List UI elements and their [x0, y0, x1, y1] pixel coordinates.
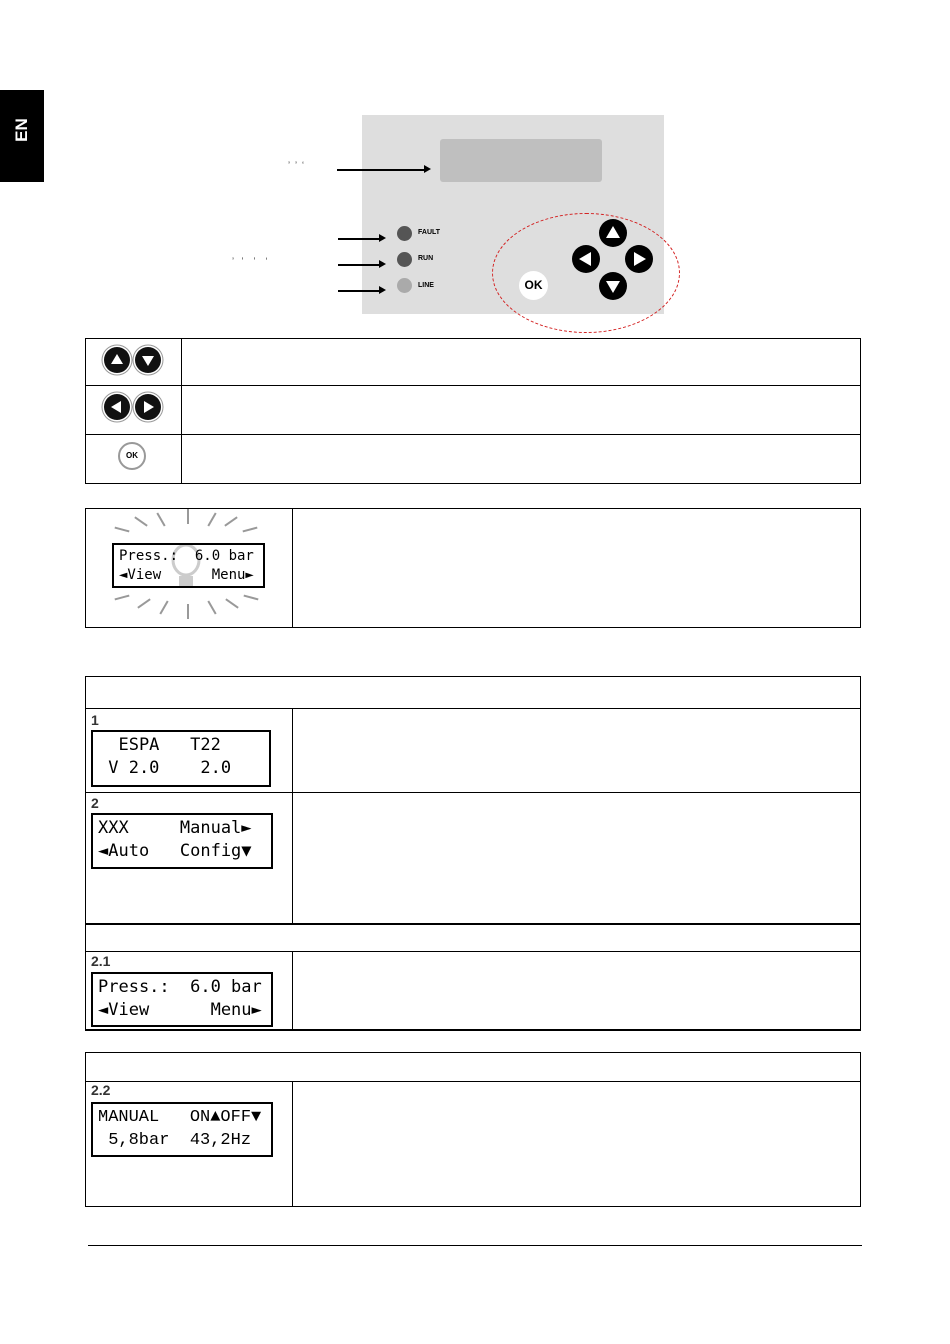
- lcd-line-2: 5,8bar 43,2Hz: [98, 1131, 252, 1150]
- fault-led: [397, 226, 412, 241]
- light-ray: [187, 509, 189, 524]
- table-header-row: [86, 925, 860, 952]
- fault-pointer-head: [379, 234, 386, 242]
- up-button[interactable]: [599, 219, 627, 247]
- step-number: 1: [91, 712, 99, 728]
- callout-marks: ’ ’ ‘: [288, 160, 305, 170]
- down-button[interactable]: [599, 272, 627, 300]
- left-arrow-icon: [572, 245, 600, 273]
- step-number: 2.1: [91, 953, 111, 969]
- lcd-line-2: ◄View Menu►: [119, 567, 254, 583]
- language-label: EN: [12, 118, 31, 142]
- left-button[interactable]: [572, 245, 600, 273]
- ok-button[interactable]: OK: [519, 271, 548, 300]
- table-row: [86, 339, 860, 386]
- ok-key-icon: OK: [118, 442, 146, 470]
- run-led: [397, 252, 412, 267]
- fault-pointer: [338, 238, 380, 240]
- display-pointer-head: [424, 165, 431, 173]
- table-row: [86, 435, 860, 484]
- table-header-row: [86, 1053, 860, 1082]
- up-key-icon: [104, 347, 130, 373]
- column-divider: [292, 709, 293, 925]
- lcd-line-1: Press.: 6.0 bar: [119, 548, 254, 564]
- lcd-line-2: V 2.0 2.0: [98, 758, 232, 778]
- down-key-icon: [135, 347, 161, 373]
- left-key-icon: [104, 394, 130, 420]
- callout-marks: ’ ’ ’ ‘: [232, 256, 268, 266]
- lcd-line-1: MANUAL ON▲OFF▼: [98, 1108, 262, 1127]
- run-pointer-head: [379, 260, 386, 268]
- language-tab: [0, 90, 44, 182]
- lcd-screen-1: [91, 730, 271, 787]
- lcd-line-2: ◄View Menu►: [98, 1000, 262, 1020]
- lcd-line-1: Press.: 6.0 bar: [98, 977, 262, 997]
- lcd-screen-2-2: [91, 1102, 273, 1157]
- run-pointer: [338, 264, 380, 266]
- lcd-line-2: ◄Auto Config▼: [98, 841, 252, 861]
- up-arrow-icon: [599, 219, 627, 247]
- light-ray: [187, 604, 189, 619]
- line-pointer-head: [379, 286, 386, 294]
- backlight-lcd: [112, 543, 265, 588]
- line-pointer: [338, 290, 380, 292]
- fault-label: FAULT: [418, 229, 441, 236]
- column-divider: [292, 952, 293, 1030]
- right-key-icon: [135, 394, 161, 420]
- line-label: LINE: [418, 282, 434, 289]
- table-row: [86, 386, 860, 435]
- footer-divider: [88, 1245, 862, 1246]
- right-arrow-icon: [625, 245, 653, 273]
- display-pointer: [337, 169, 425, 171]
- right-button[interactable]: [625, 245, 653, 273]
- step-number: 2: [91, 795, 99, 811]
- run-label: RUN: [418, 255, 434, 262]
- line-led: [397, 278, 412, 293]
- lcd-line-1: XXX Manual►: [98, 818, 252, 838]
- lcd-screen-2: [91, 813, 273, 869]
- keypad-highlight: [492, 213, 680, 333]
- lcd-line-1: ESPA T22: [98, 735, 221, 755]
- table-header-row: [86, 677, 860, 709]
- lcd-screen-2-1: [91, 972, 273, 1027]
- column-divider: [292, 509, 293, 627]
- column-divider: [292, 1082, 293, 1206]
- keys-table: [85, 338, 861, 484]
- down-arrow-icon: [599, 272, 627, 300]
- panel-display: [440, 139, 602, 182]
- step-number: 2.2: [91, 1082, 111, 1098]
